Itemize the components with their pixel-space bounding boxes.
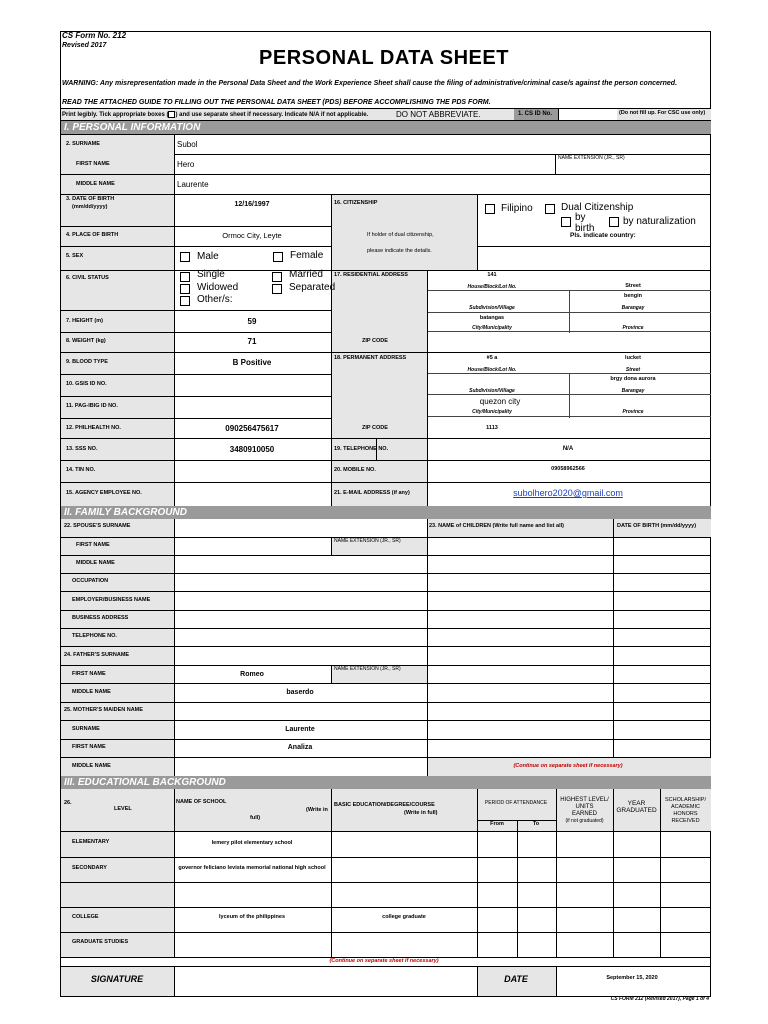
perm-zip-value[interactable]: 1113 [486, 425, 498, 431]
by-birth-checkbox[interactable] [561, 217, 571, 227]
firstname-label: FIRST NAME [76, 161, 110, 167]
honors-header: SCHOLARSHIP/ ACADEMIC HONORS RECEIVED [665, 797, 706, 824]
middlename-value[interactable]: Laurente [177, 180, 209, 189]
edu-level-elementary: ELEMENTARY [72, 839, 110, 845]
occupation-label: OCCUPATION [72, 578, 109, 584]
philhealth-label: 12. PHILHEALTH NO. [66, 425, 121, 431]
to-header: To [532, 821, 540, 827]
school-write-note: (Write in [306, 807, 328, 813]
by-naturalization-checkbox[interactable] [609, 217, 619, 227]
others-checkbox[interactable] [180, 296, 190, 306]
surname-label: 2. SURNAME [66, 141, 100, 147]
perm-province-sub-label: Province [622, 409, 644, 415]
filipino-label: Filipino [501, 203, 533, 214]
course-write-note: (Write in full) [404, 810, 438, 816]
firstname-value[interactable]: Hero [177, 160, 195, 169]
warning-text: WARNING: Any misrepresentation made in the Personal Data Sheet and the Work Experience Sheet shall cause the filing of administrative/criminal case/s against the person concerned. [62, 80, 678, 87]
middlename-label: MIDDLE NAME [76, 181, 115, 187]
filipino-checkbox[interactable] [485, 204, 495, 214]
level-header: LEVEL [114, 806, 132, 812]
family-continue-note: (Continue on separate sheet if necessary) [513, 763, 623, 769]
edu-level-college: COLLEGE [72, 914, 99, 920]
surname-value[interactable]: Subol [177, 140, 198, 149]
father-firstname-value[interactable]: Romeo [240, 671, 264, 678]
edu-level-secondary: SECONDARY [72, 865, 107, 871]
cs-id-note: (Do not fill up. For CSC use only) [619, 110, 706, 116]
by-naturalization-label: by naturalization [623, 216, 696, 227]
province-sub-label: Province [622, 325, 644, 331]
telephone-value[interactable]: N/A [562, 446, 574, 452]
perm-barangay-value[interactable]: brgy dona aurora [610, 376, 656, 382]
mother-surname-label: SURNAME [72, 726, 100, 732]
blood-type-label: 9. BLOOD TYPE [66, 359, 108, 365]
cs-id-label: 1. CS ID No. [518, 111, 553, 117]
perm-street-value[interactable]: lucket [625, 355, 641, 361]
perm-street-sub-label: Street [625, 367, 641, 373]
father-name-ext-label: NAME EXTENSION (JR., SR) [334, 666, 401, 672]
tick-box-sample [168, 111, 175, 118]
spouse-name-ext-label: NAME EXTENSION (JR., SR) [334, 538, 401, 544]
email-value[interactable]: subolhero2020@gmail.com [513, 488, 623, 498]
school-full-note: full) [250, 815, 261, 821]
single-label: Single [197, 269, 225, 280]
sex-label: 5. SEX [66, 253, 84, 259]
by-birth-label: by birth [575, 212, 595, 234]
mother-firstname-label: FIRST NAME [72, 744, 106, 750]
blood-type-value[interactable]: B Positive [232, 358, 272, 367]
res-street-value[interactable]: Street [625, 283, 641, 289]
dual-citizenship-label: Dual Citizenship [561, 202, 634, 213]
gsis-label: 10. GSIS ID NO. [66, 381, 107, 387]
pagibig-label: 11. PAG-IBIG ID NO. [66, 403, 118, 409]
name-extension-label: NAME EXTENSION (JR., SR) [558, 155, 625, 161]
period-header: PERIOD OF ATTENDANCE [484, 800, 548, 806]
perm-house-value[interactable]: #5 a [486, 355, 498, 361]
page-title: PERSONAL DATA SHEET [259, 47, 509, 69]
father-middlename-value[interactable]: baserdo [286, 689, 314, 696]
section-family-background: II. FAMILY BACKGROUND [61, 506, 711, 519]
section-educational-background: III. EDUCATIONAL BACKGROUND [61, 776, 711, 789]
married-label: Married [289, 269, 323, 280]
perm-city-sub-label: City/Municipality [472, 409, 512, 415]
perm-subdivision-sub-label: Subdivision/Village [469, 388, 515, 394]
read-guide-text: READ THE ATTACHED GUIDE TO FILLING OUT THE PERSONAL DATA SHEET (PDS) BEFORE ACCOMPLISHING THE PDS FORM. [62, 99, 491, 106]
date-value[interactable]: September 15, 2020 [606, 975, 658, 981]
weight-label: 8. WEIGHT (kg) [66, 338, 106, 344]
separated-label: Separated [289, 282, 336, 293]
year-graduated-header: YEAR GRADUATED [616, 800, 657, 814]
citizenship-label: 16. CITIZENSHIP [334, 200, 378, 206]
female-checkbox[interactable] [273, 252, 283, 262]
male-label: Male [197, 251, 219, 262]
married-checkbox[interactable] [272, 272, 282, 282]
dob-format: (mm/dd/yyyy) [72, 204, 108, 210]
subdivision-sub-label: Subdivision/Village [469, 305, 515, 311]
course-header: BASIC EDUCATION/DEGREE/COURSE [334, 802, 435, 808]
children-dob-label: DATE OF BIRTH (mm/dd/yyyy) [617, 523, 697, 529]
weight-value[interactable]: 71 [247, 337, 257, 346]
others-label: Other/s: [197, 294, 233, 305]
do-not-abbreviate: DO NOT ABBREVIATE. [396, 110, 481, 119]
edu-course-college[interactable]: college graduate [382, 914, 426, 920]
pob-label: 4. PLACE OF BIRTH [66, 232, 119, 238]
mother-middlename-label: MIDDLE NAME [72, 763, 111, 769]
dob-value[interactable]: 12/16/1997 [234, 201, 270, 208]
father-middlename-label: MIDDLE NAME [72, 689, 111, 695]
dual-citizenship-checkbox[interactable] [545, 204, 555, 214]
signature-label: SIGNATURE [90, 974, 144, 984]
pob-value[interactable]: Ormoc City, Leyte [222, 231, 282, 240]
height-value[interactable]: 59 [247, 317, 257, 326]
philhealth-value[interactable]: 090256475617 [225, 424, 279, 433]
spouse-surname-label: 22. SPOUSE'S SURNAME [64, 523, 131, 529]
res-house-value[interactable]: 141 [487, 272, 497, 278]
res-zip-label: ZIP CODE [362, 338, 388, 344]
res-city-value[interactable]: batangas [479, 315, 505, 321]
city-sub-label: City/Municipality [472, 325, 512, 331]
education-number: 26. [64, 800, 72, 806]
cs-id-field[interactable] [558, 109, 617, 120]
civil-status-label: 6. CIVIL STATUS [66, 275, 109, 281]
perm-barangay-sub-label: Barangay [621, 388, 645, 394]
perm-zip-label: ZIP CODE [362, 425, 388, 431]
form-number: CS Form No. 212 [62, 31, 127, 40]
telephone-label: 19. TELEPHONE NO. [334, 446, 389, 452]
male-checkbox[interactable] [180, 252, 190, 262]
separated-checkbox[interactable] [272, 284, 282, 294]
business-address-label: BUSINESS ADDRESS [72, 615, 129, 621]
perm-house-sub-label: House/Block/Lot No. [467, 367, 517, 373]
edu-school-secondary[interactable]: governor feliciano levista memorial national high school [178, 865, 326, 871]
spouse-telephone-label: TELEPHONE NO. [72, 633, 117, 639]
country-field[interactable] [477, 246, 711, 270]
single-checkbox[interactable] [180, 272, 190, 282]
dob-label: 3. DATE OF BIRTH [66, 196, 115, 202]
mobile-value[interactable]: 09058962566 [551, 466, 585, 472]
female-label: Female [290, 250, 324, 261]
house-sub-label: House/Block/Lot No. [467, 284, 517, 290]
education-continue-note: (Continue on separate sheet if necessary) [329, 958, 439, 964]
section-personal-information: I. PERSONAL INFORMATION [61, 121, 711, 134]
mother-maiden-label: 25. MOTHER'S MAIDEN NAME [64, 707, 143, 713]
widowed-label: Widowed [197, 282, 239, 293]
edu-level-graduate: GRADUATE STUDIES [72, 939, 129, 945]
print-legibly-text: Print legibly. Tick appropriate boxes ( ) and use separate sheet if necessary. Indicate N/A if not applicable. [62, 112, 369, 119]
date-label: DATE [504, 974, 528, 984]
form-revised: Revised 2017 [62, 42, 107, 49]
height-label: 7. HEIGHT (m) [66, 318, 103, 324]
edu-school-college[interactable]: lyceum of the philippines [218, 914, 286, 920]
res-barangay-value[interactable]: bengin [623, 293, 643, 299]
employer-label: EMPLOYER/BUSINESS NAME [72, 597, 151, 603]
dual-note-2: please indicate the details. [367, 248, 432, 254]
widowed-checkbox[interactable] [180, 284, 190, 294]
email-label: 21. E-MAIL ADDRESS (if any) [334, 490, 410, 496]
mother-surname-value[interactable]: Laurente [285, 726, 315, 733]
permanent-address-label: 18. PERMANENT ADDRESS [334, 355, 407, 361]
residential-address-label: 17. RESIDENTIAL ADDRESS [334, 272, 408, 278]
children-label: 23. NAME of CHILDREN (Write full name and list all) [429, 523, 564, 529]
dual-note-1: If holder of dual citizenship, [367, 232, 434, 238]
mother-firstname-value[interactable]: Analiza [287, 744, 313, 751]
spouse-firstname-label: FIRST NAME [76, 542, 110, 548]
page-footer: CS FORM 212 (Revised 2017), Page 1 of 4 [610, 996, 709, 1002]
edu-school-elementary[interactable]: lemery pilot elementary school [211, 840, 293, 846]
country-label: Pls. indicate country: [570, 232, 636, 239]
agency-employee-label: 15. AGENCY EMPLOYEE NO. [66, 490, 142, 496]
father-surname-label: 24. FATHER'S SURNAME [64, 652, 130, 658]
barangay-sub-label: Barangay [621, 305, 645, 311]
tin-label: 14. TIN NO. [66, 467, 96, 473]
from-header: From [490, 821, 504, 827]
perm-city-value[interactable]: quezon city [479, 397, 521, 406]
sss-value[interactable]: 3480910050 [229, 445, 275, 454]
signature-field[interactable] [175, 967, 476, 996]
school-header: NAME OF SCHOOL [176, 799, 227, 805]
highest-level-header: HIGHEST LEVEL/ UNITS EARNED (if not graduated) [560, 797, 609, 824]
spouse-middlename-label: MIDDLE NAME [76, 560, 115, 566]
father-firstname-label: FIRST NAME [72, 671, 106, 677]
sss-label: 13. SSS NO. [66, 446, 98, 452]
mobile-label: 20. MOBILE NO. [334, 467, 376, 473]
